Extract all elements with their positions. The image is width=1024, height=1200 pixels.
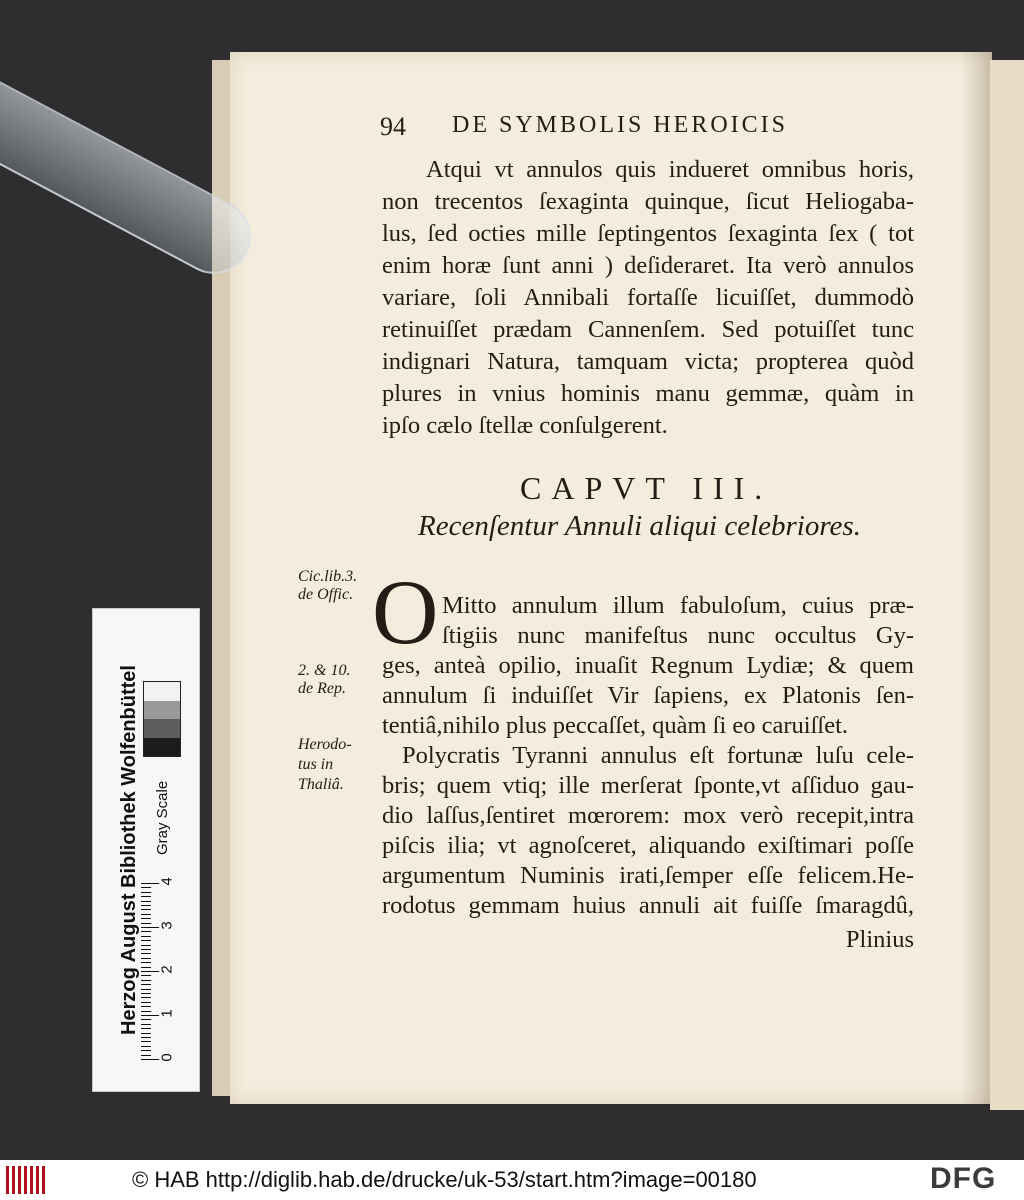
text-line: dio laſſus,ſentiret mœrorem: mox verò recepit,intra	[382, 802, 914, 829]
gray-swatch	[144, 701, 180, 720]
footer-bar	[0, 1160, 1024, 1200]
text-line: argumentum Numinis irati,ſemper eſſe felicem.He-	[382, 862, 914, 889]
ruler-tick	[141, 1037, 151, 1038]
running-head: DE SYMBOLIS HEROICIS	[452, 112, 789, 138]
margin-note: 2. & 10.	[298, 662, 351, 679]
footer-link[interactable]: © HAB http://diglib.hab.de/drucke/uk-53/start.htm?image=00180	[132, 1167, 757, 1192]
drop-cap: O	[372, 561, 439, 663]
text-line: Atqui vt annulos quis indueret omnibus horis,	[426, 156, 914, 183]
page-number: 94	[380, 112, 406, 141]
ruler-tick	[141, 1028, 151, 1029]
margin-note: Herodo-	[298, 736, 352, 753]
ruler-tick	[141, 1002, 151, 1003]
text-line: bris; quem vtiq; ille merſerat ſponte,vt aſſiduo gau-	[382, 772, 914, 799]
margin-note: de Rep.	[298, 680, 346, 697]
ruler-tick	[141, 901, 151, 902]
text-line: plures in vnius hominis manu gemmæ, quàm in	[382, 380, 914, 407]
ruler-tick	[141, 949, 151, 950]
text-line: indignari Natura, tamquam victa; propterea quòd	[382, 348, 914, 375]
text-line: ſtigiis nunc manifeſtus nunc occultus Gy-	[442, 622, 914, 649]
text-line: rodotus gemmam huius annuli ait fuiſſe ſmaragdû,	[382, 892, 914, 919]
hab-logo-icon	[6, 1166, 50, 1194]
gray-swatches	[143, 681, 181, 757]
gray-scale-ruler	[92, 608, 200, 1092]
ruler-tick	[141, 909, 151, 910]
margin-note: Thaliâ.	[298, 776, 344, 793]
gutter-shadow	[960, 52, 992, 1104]
ruler-tick	[141, 1050, 151, 1051]
ruler-tick	[141, 1024, 151, 1025]
tick-number: 4	[158, 877, 176, 886]
ruler-tick	[141, 940, 151, 941]
ruler-tick	[141, 1055, 151, 1056]
ruler-tick	[141, 1011, 151, 1012]
ruler-tick	[141, 975, 151, 976]
margin-note: tus in	[298, 756, 334, 773]
text-line: Mitto annulum illum fabuloſum, cuius præ-	[442, 592, 914, 619]
chapter-subtitle: Recenſentur Annuli aliqui celebriores.	[418, 510, 861, 542]
gray-swatch	[144, 682, 180, 701]
ruler-tick	[141, 887, 151, 888]
gray-swatch	[144, 738, 180, 757]
ruler-label: Herzog August Bibliothek Wolfenbüttel	[118, 665, 140, 1035]
ruler-tick	[141, 967, 151, 968]
text-line: variare, ſoli Annibali fortaſſe licuiſſet, dummodò	[382, 284, 914, 311]
ruler-tick	[141, 918, 151, 919]
ruler-tick	[141, 1033, 151, 1034]
text-line: ipſo cælo ſtellæ conſulgerent.	[382, 412, 668, 439]
ruler-tick	[141, 896, 151, 897]
ruler-tick	[141, 945, 151, 946]
margin-note: Cic.lib.3.	[298, 568, 358, 585]
ruler-tick	[141, 914, 151, 915]
ruler-tick	[141, 931, 151, 932]
tick-number: 2	[158, 965, 176, 974]
ruler-tick	[141, 980, 151, 981]
ruler-tick	[141, 1059, 159, 1060]
text-line: ges, anteà opilio, inuaſit Regnum Lydiæ; & quem	[382, 652, 914, 679]
gray-scale-label: Gray Scale	[154, 780, 171, 855]
ruler-tick	[141, 993, 151, 994]
catchword: Plinius	[845, 926, 914, 953]
text-line: Polycratis Tyranni annulus eſt fortunæ luſu cele-	[402, 742, 914, 769]
ruler-tick	[141, 892, 151, 893]
margin-note: de Offic.	[298, 586, 354, 603]
ruler-tick	[141, 971, 159, 972]
tick-number: 3	[158, 921, 176, 930]
text-line: retinuiſſet prædam Cannenſem. Sed potuiſſet tunc	[382, 316, 914, 343]
ruler-tick	[141, 905, 151, 906]
gray-swatch	[144, 719, 180, 738]
chapter-heading: CAPVT III.	[520, 470, 773, 506]
ruler-tick	[141, 997, 151, 998]
text-line: enim horæ ſunt anni ) deſideraret. Ita verò annulos	[382, 252, 914, 279]
ruler-tick	[141, 1006, 151, 1007]
ruler-tick	[141, 989, 151, 990]
text-line: piſcis ilia; vt agnoſceret, aliquando exiſtimari poſſe	[382, 832, 914, 859]
ruler-ticks	[133, 853, 193, 1073]
text-line: annulum ſi induiſſet Vir ſapiens, ex Platonis ſen-	[382, 682, 914, 709]
text-line: lus, ſed octies mille ſeptingentos ſexaginta ſex ( tot	[382, 220, 914, 247]
ruler-tick	[141, 923, 151, 924]
ruler-tick	[141, 984, 151, 985]
ruler-tick	[141, 1046, 151, 1047]
facing-page-edge	[990, 60, 1024, 1110]
ruler-tick	[141, 962, 151, 963]
ruler-tick	[141, 1041, 151, 1042]
ruler-tick	[141, 936, 151, 937]
ruler-tick	[141, 958, 151, 959]
ruler-tick	[141, 883, 159, 884]
text-line: tentiâ,nihilo plus peccaſſet, quàm ſi eo caruiſſet.	[382, 712, 849, 739]
ruler-tick	[141, 953, 151, 954]
tick-number: 0	[158, 1053, 176, 1062]
tick-number: 1	[158, 1009, 176, 1018]
text-line: non trecentos ſexaginta quinque, ſicut Heliogaba-	[382, 188, 914, 215]
ruler-tick	[141, 927, 159, 928]
ruler-tick	[141, 1015, 159, 1016]
ruler-tick	[141, 1019, 151, 1020]
dfg-logo: DFG	[930, 1162, 997, 1195]
